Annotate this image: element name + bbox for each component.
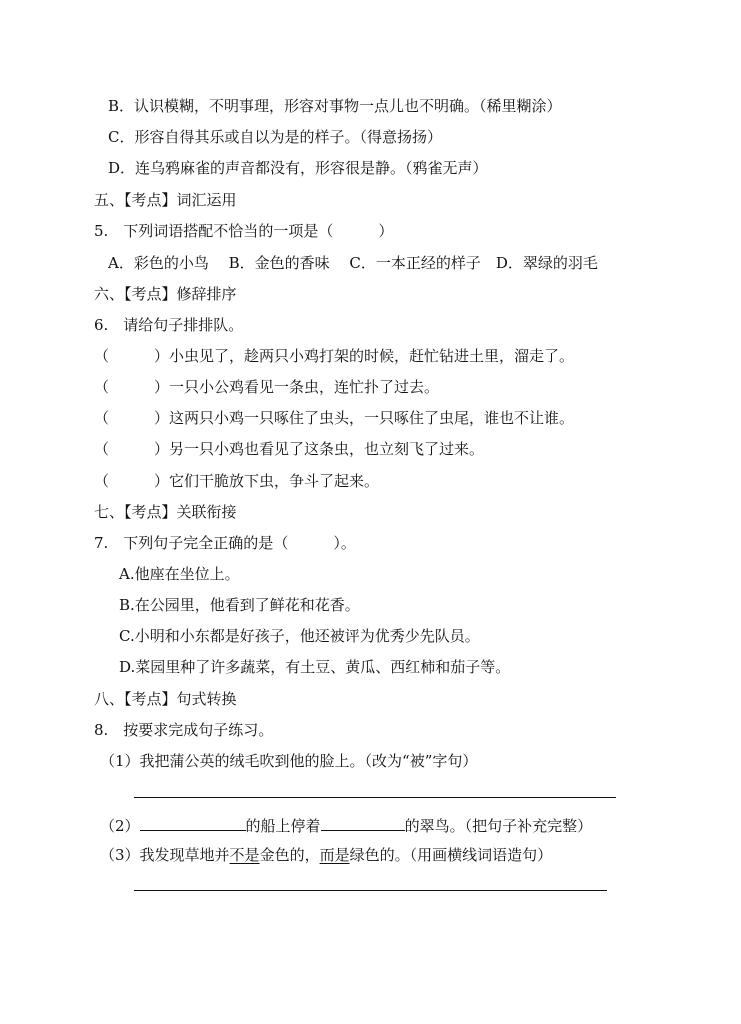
q8-sub2-blank-1[interactable] — [140, 814, 246, 831]
q6-item-1: （ ）小虫见了，趁两只小鸡打架的时候，赶忙钻进土里，溜走了。 — [94, 347, 575, 365]
q8-sub3-part-e: 绿色的。（用画横线词语造句） — [349, 846, 553, 864]
q8-sub2-mid: 的船上停着 — [245, 817, 321, 835]
q8-sub1: （1）我把蒲公英的绒毛吹到他的脸上。（改为“被”字句） — [100, 752, 478, 770]
q8-sub3-underlined-1: 不是 — [229, 846, 260, 864]
q5-question: 5. 下列词语搭配不恰当的一项是（ ） — [94, 222, 394, 240]
section6-heading: 六、【考点】修辞排序 — [94, 285, 237, 303]
q8-sub2-number: （2） — [100, 817, 140, 835]
section8-heading: 八、【考点】句式转换 — [94, 690, 237, 708]
q8-sub3-underlined-2: 而是 — [319, 846, 350, 864]
q4-option-c: C．形容自得其乐或自以为是的样子。（得意扬扬） — [108, 128, 442, 146]
q4-option-b: B．认识模糊，不明事理，形容对事物一点儿也不明确。（稀里糊涂） — [108, 97, 562, 115]
q7-option-c: C.小明和小东都是好孩子，他还被评为优秀少先队员。 — [119, 627, 480, 645]
q7-question: 7. 下列句子完全正确的是（ ）。 — [94, 534, 356, 552]
q8-sub2-end: 的翠鸟。（把句子补充完整） — [404, 817, 593, 835]
q6-item-5: （ ）它们干脆放下虫，争斗了起来。 — [94, 472, 380, 490]
q8-sub2 — [100, 814, 592, 836]
q8-sub2-blank-2[interactable] — [321, 814, 405, 831]
q7-option-a: A.他座在坐位上。 — [119, 565, 240, 583]
q6-item-2: （ ）一只小公鸡看见一条虫，连忙扑了过去。 — [94, 378, 440, 396]
q8-sub3-part-a: （3）我发现草地并 — [100, 846, 230, 864]
q6-item-3: （ ）这两只小鸡一只啄住了虫头，一只啄住了虫尾，谁也不让谁。 — [94, 409, 575, 427]
q8-sub3-answer-line[interactable] — [134, 890, 607, 891]
q8-question: 8. 按要求完成句子练习。 — [94, 721, 274, 739]
q7-option-d: D.菜园里种了许多蔬菜，有土豆、黄瓜、西红柿和茄子等。 — [119, 658, 511, 676]
q8-sub1-answer-line[interactable] — [134, 797, 616, 798]
q7-option-b: B.在公园里，他看到了鲜花和花香。 — [119, 596, 360, 614]
q5-options: A．彩色的小鸟 B．金色的香味 C．一本正经的样子 D．翠绿的羽毛 — [108, 254, 598, 272]
q8-sub3 — [100, 845, 552, 865]
section5-heading: 五、【考点】词汇运用 — [94, 191, 237, 209]
section7-heading: 七、【考点】关联衔接 — [94, 503, 237, 521]
q8-sub3-part-c: 金色的， — [259, 846, 320, 864]
q6-item-4: （ ）另一只小鸡也看见了这条虫，也立刻飞了过来。 — [94, 440, 485, 458]
q6-question: 6. 请给句子排排队。 — [94, 316, 244, 334]
q4-option-d: D．连乌鸦麻雀的声音都没有，形容很是静。（鸦雀无声） — [108, 159, 488, 177]
